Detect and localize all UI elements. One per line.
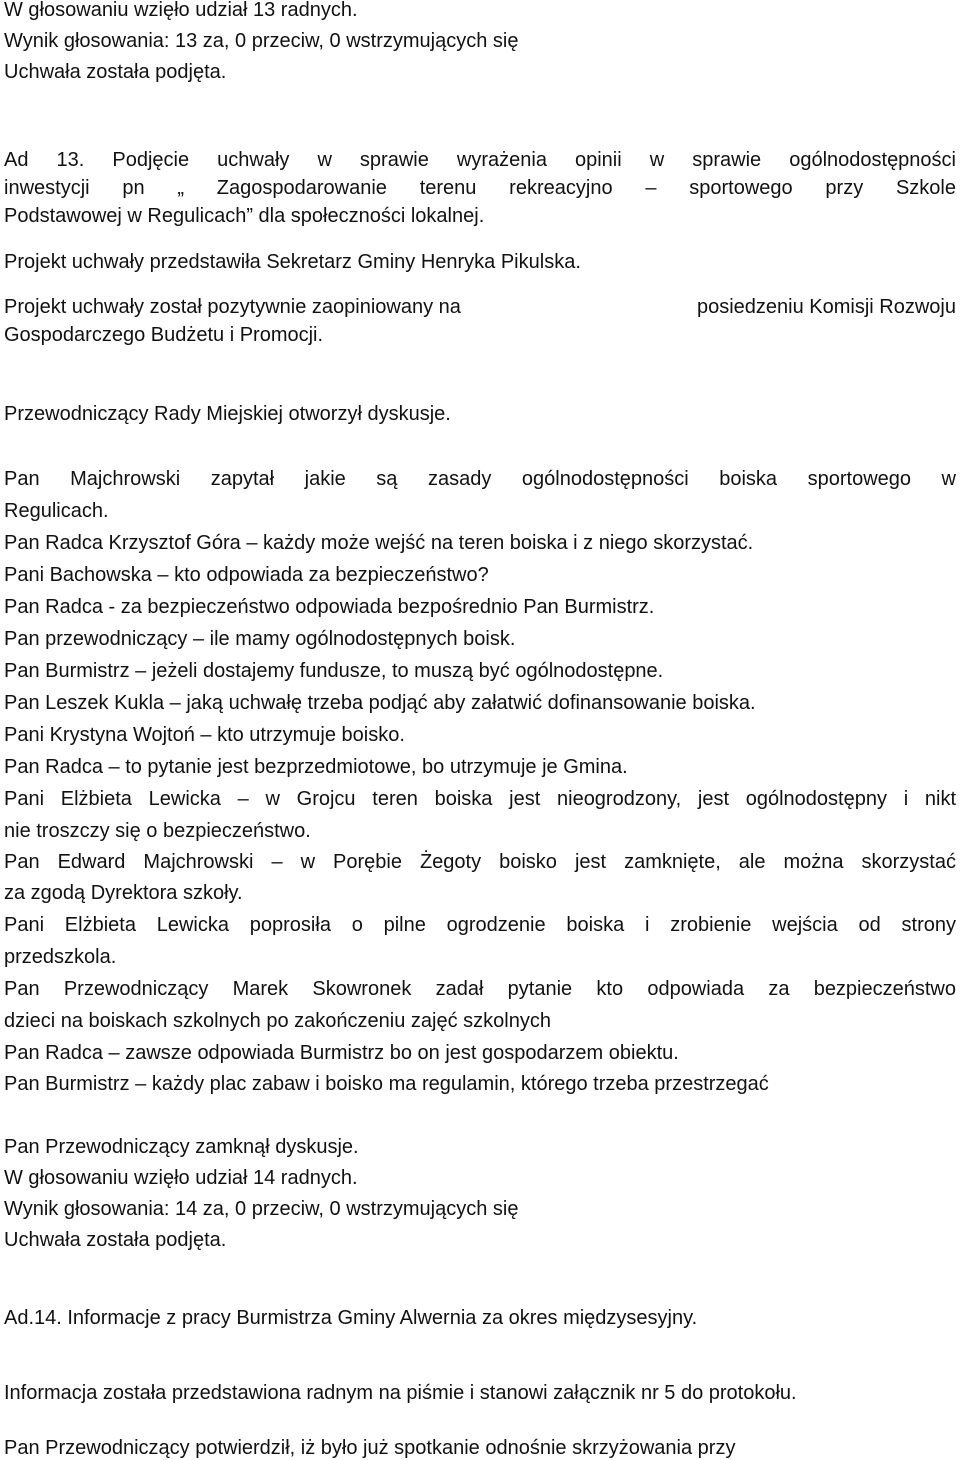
text-line: Pan Edward Majchrowski – w Porębie Żegoty boisko jest zamknięte, ale można skorzystać (4, 851, 956, 873)
text-line: przedszkola. (4, 946, 117, 968)
text-line: Pani Bachowska – kto odpowiada za bezpieczeństwo? (4, 564, 489, 586)
text-line: dzieci na boiskach szkolnych po zakończeniu zajęć szkolnych (4, 1010, 551, 1032)
text-line: za zgodą Dyrektora szkoły. (4, 882, 243, 904)
text-line: Podstawowej w Regulicach” dla społeczności lokalnej. (4, 205, 485, 227)
text-line (4, 295, 956, 319)
text-line: Pani Elżbieta Lewicka poprosiła o pilne ogrodzenie boiska i zrobienie wejścia od strony (4, 914, 956, 936)
text-line: Pan Przewodniczący zamknął dyskusje. (4, 1136, 359, 1158)
text-line: W głosowaniu wzięło udział 13 radnych. (4, 0, 358, 21)
text-line: Pan Burmistrz – każdy plac zabaw i boisko ma regulamin, którego trzeba przestrzegać (4, 1073, 769, 1095)
text-line: Uchwała została podjęta. (4, 61, 227, 83)
text-line: Pan przewodniczący – ile mamy ogólnodostępnych boisk. (4, 628, 516, 650)
text-line: Regulicach. (4, 500, 109, 522)
text-line: Informacja została przedstawiona radnym na piśmie i stanowi załącznik nr 5 do protokołu. (4, 1382, 797, 1404)
text-line: Ad 13. Podjęcie uchwały w sprawie wyrażenia opinii w sprawie ogólnodostępności (4, 149, 956, 171)
text-line: Pan Przewodniczący Marek Skowronek zadał pytanie kto odpowiada za bezpieczeństwo (4, 978, 956, 1000)
text-line: Wynik głosowania: 13 za, 0 przeciw, 0 wstrzymujących się (4, 30, 519, 52)
text-line: Wynik głosowania: 14 za, 0 przeciw, 0 wstrzymujących się (4, 1198, 519, 1220)
text-line: Pan Leszek Kukla – jaką uchwałę trzeba podjąć aby załatwić dofinansowanie boiska. (4, 692, 756, 714)
text-fragment: posiedzeniu Komisji Rozwoju (696, 296, 956, 318)
text-line: Ad.14. Informacje z pracy Burmistrza Gminy Alwernia za okres międzysesyjny. (4, 1307, 698, 1329)
text-line: Pan Radca - za bezpieczeństwo odpowiada bezpośrednio Pan Burmistrz. (4, 596, 655, 618)
text-line: Projekt uchwały przedstawiła Sekretarz Gminy Henryka Pikulska. (4, 251, 581, 273)
text-line: Pani Krystyna Wojtoń – kto utrzymuje boisko. (4, 724, 405, 746)
text-line: Przewodniczący Rady Miejskiej otworzył dyskusje. (4, 403, 451, 425)
text-line: Pani Elżbieta Lewicka – w Grojcu teren boiska jest nieogrodzony, jest ogólnodostępny i nikt (4, 788, 956, 810)
text-line: Pan Radca – zawsze odpowiada Burmistrz bo on jest gospodarzem obiektu. (4, 1042, 679, 1064)
text-line: Pan Burmistrz – jeżeli dostajemy fundusze, to muszą być ogólnodostępne. (4, 660, 664, 682)
text-line: Uchwała została podjęta. (4, 1229, 227, 1251)
text-line: nie troszczy się o bezpieczeństwo. (4, 820, 311, 842)
text-line: W głosowaniu wzięło udział 14 radnych. (4, 1167, 358, 1189)
text-line: Pan Radca Krzysztof Góra – każdy może wejść na teren boiska i z niego skorzystać. (4, 532, 754, 554)
text-line: Pan Radca – to pytanie jest bezprzedmiotowe, bo utrzymuje je Gmina. (4, 756, 628, 778)
text-line: Gospodarczego Budżetu i Promocji. (4, 324, 324, 346)
text-line: Pan Przewodniczący potwierdził, iż było już spotkanie odnośnie skrzyżowania przy (4, 1437, 736, 1459)
text-line: inwestycji pn „ Zagospodarowanie terenu rekreacyjno – sportowego przy Szkole (4, 177, 956, 199)
text-fragment: Projekt uchwały został pozytywnie zaopiniowany na (4, 296, 461, 318)
text-line: Pan Majchrowski zapytał jakie są zasady ogólnodostępności boiska sportowego w (4, 468, 956, 490)
